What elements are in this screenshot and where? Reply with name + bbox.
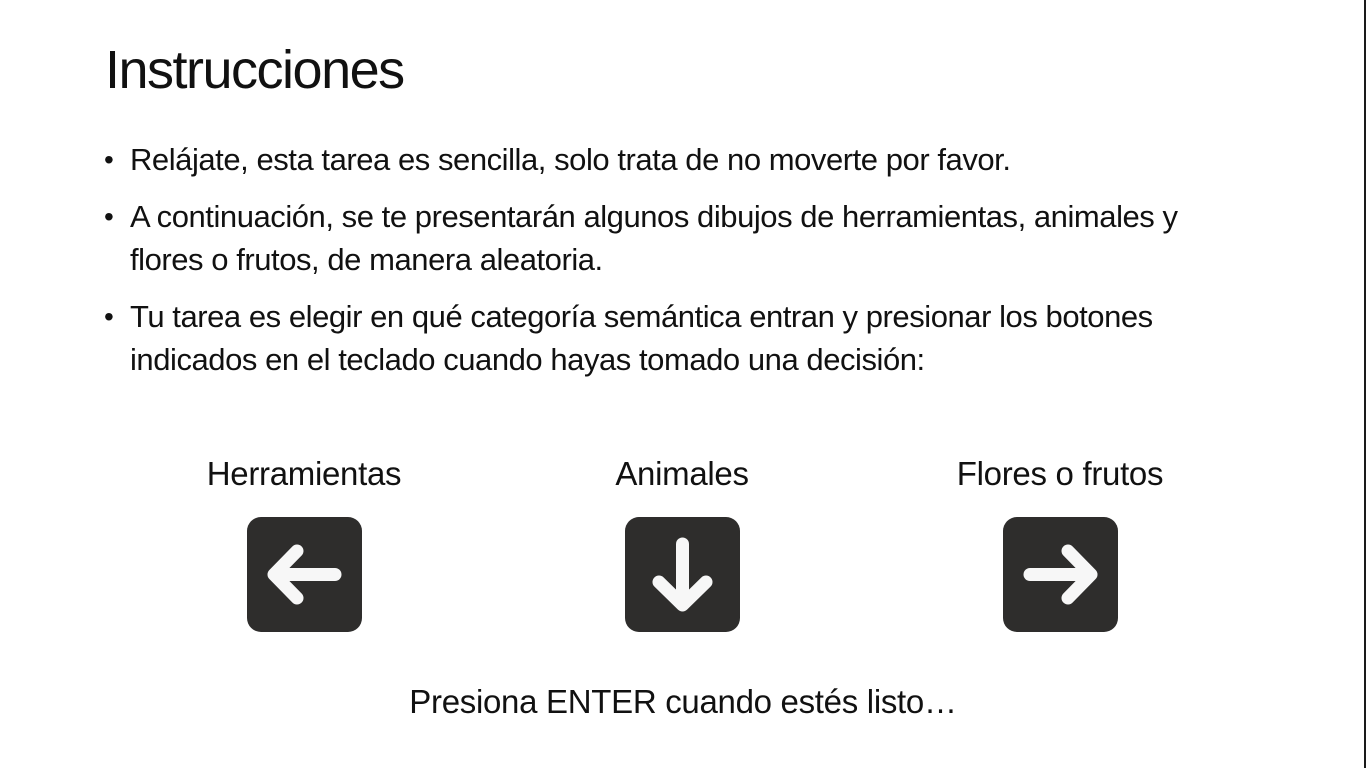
down-arrow-key-icon — [625, 517, 740, 632]
category-keys — [0, 452, 1366, 642]
instruction-text: A continuación, se te presentarán algunos dibujos de herramientas, animales y flores o frutos, de manera aleatoria. — [130, 199, 1178, 277]
category-herramientas — [154, 452, 454, 632]
instructions-list — [103, 138, 1253, 395]
category-label: Herramientas — [206, 455, 402, 492]
bullet-icon: • — [104, 201, 114, 232]
bullet-icon: • — [104, 301, 114, 332]
category-label: Animales — [615, 455, 749, 492]
category-flores-o-frutos — [910, 452, 1210, 632]
instruction-item — [103, 195, 1253, 281]
bullet-icon: • — [104, 144, 114, 175]
left-arrow-key-icon — [247, 517, 362, 632]
category-label: Flores o frutos — [956, 455, 1164, 492]
instruction-text: Relájate, esta tarea es sencilla, solo trata de no moverte por favor. — [130, 142, 1011, 177]
instruction-text: Tu tarea es elegir en qué categoría semántica entran y presionar los botones indicados en el teclado cuando hayas tomado una decisión: — [130, 299, 1153, 377]
enter-prompt: Presiona ENTER cuando estés listo… — [409, 683, 957, 720]
page-title: Instrucciones — [105, 40, 404, 100]
right-arrow-key-icon — [1003, 517, 1118, 632]
instruction-item — [103, 138, 1253, 181]
category-animales — [532, 452, 832, 632]
instruction-item — [103, 295, 1253, 381]
